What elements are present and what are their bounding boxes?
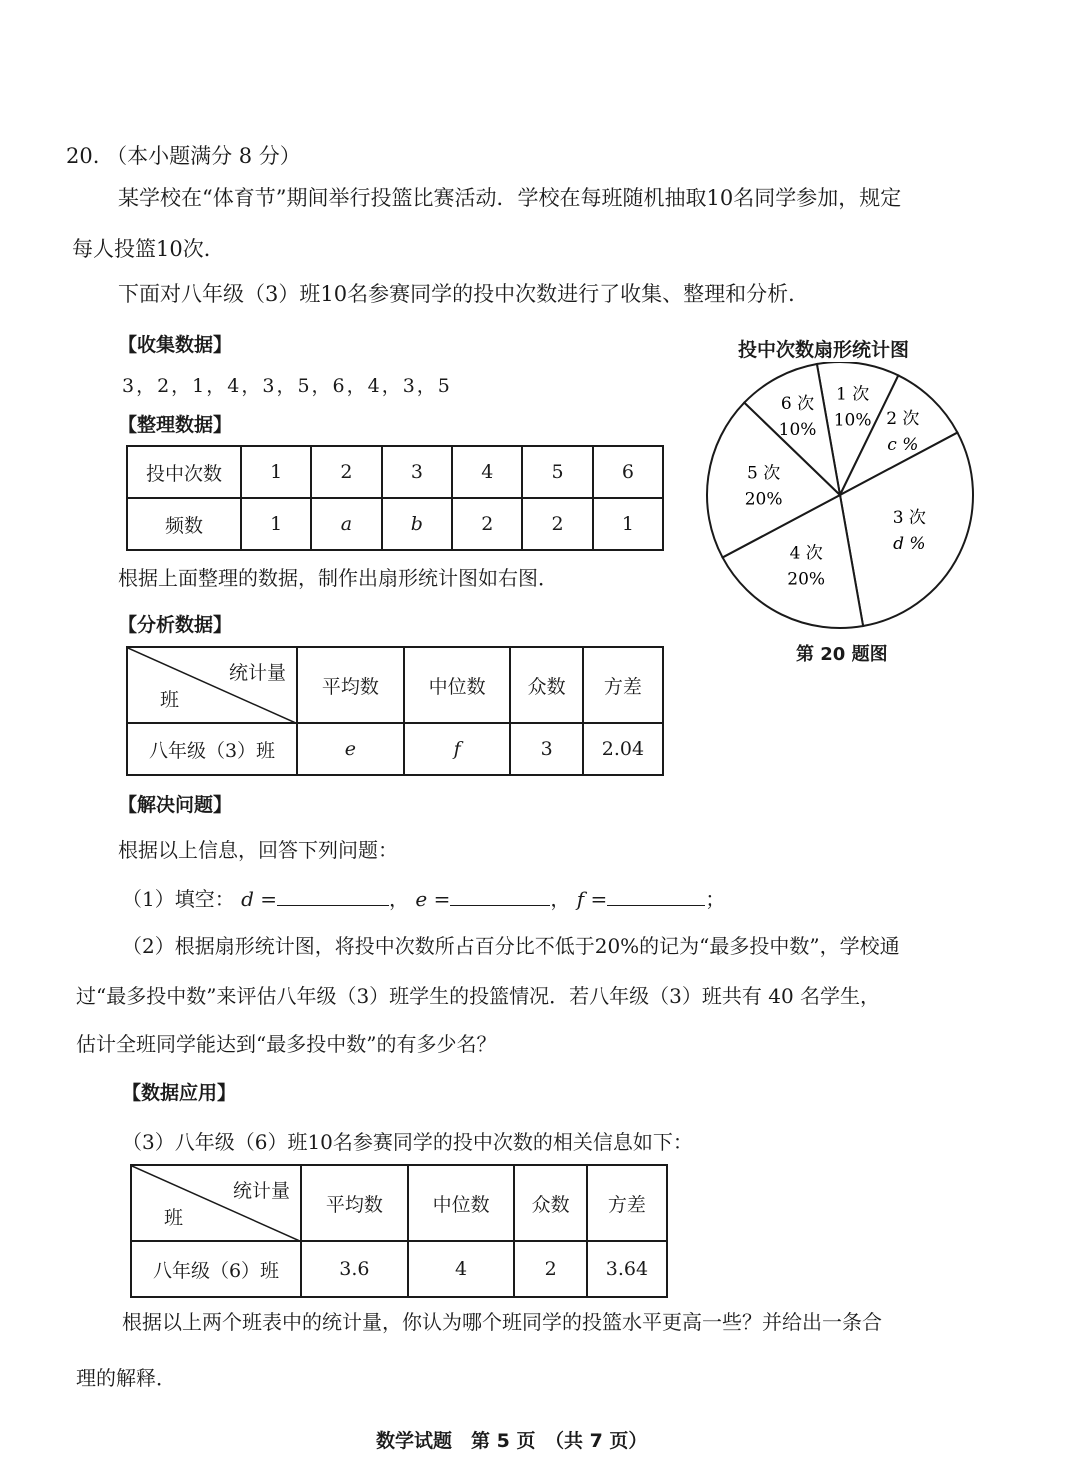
pie-slice-value-label: d % — [893, 533, 926, 554]
page-footer: 数学试题 第 5 页 （共 7 页） — [376, 1430, 648, 1452]
closing-line-2: 理的解释． — [76, 1366, 176, 1390]
freq-cell: 1 — [593, 498, 663, 550]
corner-top-label: 统计量 — [228, 662, 286, 684]
row-label: 八年级（6）班 — [131, 1241, 301, 1297]
corner-cell — [127, 647, 297, 723]
freq-cell: 1 — [241, 446, 311, 498]
stat-value: 2 — [514, 1241, 586, 1297]
stat-value: 3.64 — [587, 1241, 667, 1297]
class6-header-row — [131, 1165, 667, 1241]
pie-slice-name-label: 6 次 — [780, 394, 815, 415]
q1-end: ； — [705, 887, 726, 911]
intro-line-3: 下面对八年级（3）班10名参赛同学的投中次数进行了收集、整理和分析． — [118, 282, 810, 306]
analysis-value-row — [127, 723, 663, 775]
stat-header: 方差 — [587, 1165, 667, 1241]
q3-line: （3）八年级（6）班10名参赛同学的投中次数的相关信息如下： — [122, 1130, 693, 1154]
freq-cell: 6 — [593, 446, 663, 498]
pie-slice-value-label: 10% — [778, 420, 817, 441]
pie-chart — [690, 362, 990, 632]
q1-line — [122, 883, 725, 912]
intro-line-1: 某学校在“体育节”期间举行投篮比赛活动．学校在每班随机抽取10名同学参加，规定 — [118, 186, 902, 210]
freq-cell-a: a — [311, 498, 381, 550]
stat-value: 2.04 — [583, 723, 663, 775]
stat-value: 3.6 — [301, 1241, 408, 1297]
pie-slice-value-label: c % — [887, 434, 919, 455]
corner-top-label: 统计量 — [232, 1180, 290, 1202]
stat-value-e: e — [297, 723, 404, 775]
pie-slice-name-label: 3 次 — [892, 507, 926, 528]
q1-e-blank[interactable] — [450, 887, 550, 906]
q1-sep: ， — [550, 887, 571, 911]
q1-e-label: e = — [415, 887, 451, 911]
q1-prefix: （1）填空： — [122, 887, 235, 911]
freq-cell: 1 — [241, 498, 311, 550]
pie-slice-name-label: 4 次 — [789, 543, 823, 564]
freq-cell: 3 — [382, 446, 453, 498]
pie-title: 投中次数扇形统计图 — [738, 339, 910, 361]
q2-line-1: （2）根据扇形统计图，将投中次数所占百分比不低于20%的记为“最多投中数”，学校通 — [122, 934, 900, 958]
apply-heading: 【数据应用】 — [122, 1082, 237, 1104]
solve-heading: 【解决问题】 — [118, 794, 233, 816]
question-header: 20. （本小题满分 8 分） — [66, 144, 301, 168]
solve-prompt: 根据以上信息，回答下列问题： — [118, 838, 398, 862]
q1-d-blank[interactable] — [277, 887, 389, 906]
analysis-table-class6 — [130, 1164, 668, 1298]
row-label: 八年级（3）班 — [127, 723, 297, 775]
frequency-table-row-count — [127, 446, 663, 498]
stat-header: 众数 — [514, 1165, 586, 1241]
freq-cell: 2 — [522, 498, 592, 550]
q1-f-label: f = — [576, 887, 608, 911]
collect-heading: 【收集数据】 — [118, 334, 233, 356]
stat-value: 4 — [408, 1241, 515, 1297]
frequency-table — [126, 445, 664, 551]
pie-caption: 第 20 题图 — [796, 644, 888, 665]
stat-header: 方差 — [583, 647, 663, 723]
q2-line-2: 过“最多投中数”来评估八年级（3）班学生的投篮情况．若八年级（3）班共有 40 名学生， — [76, 984, 881, 1008]
q2-line-3: 估计全班同学能达到“最多投中数”的有多少名？ — [76, 1032, 497, 1056]
q1-d-label: d = — [241, 887, 278, 911]
freq-header-cell: 频数 — [127, 498, 241, 550]
stat-value-f: f — [404, 723, 511, 775]
stat-header: 众数 — [510, 647, 582, 723]
stat-value: 3 — [510, 723, 582, 775]
analyze-heading: 【分析数据】 — [118, 614, 233, 636]
analysis-table-class3 — [126, 646, 664, 776]
organize-heading: 【整理数据】 — [118, 414, 233, 436]
pie-slice-name-label: 2 次 — [886, 408, 920, 429]
pie-slice-value-label: 10% — [833, 410, 872, 431]
stat-header: 平均数 — [297, 647, 404, 723]
stat-header: 平均数 — [301, 1165, 408, 1241]
freq-cell: 4 — [452, 446, 522, 498]
freq-cell-b: b — [382, 498, 453, 550]
freq-cell: 2 — [452, 498, 522, 550]
pie-slice-name-label: 5 次 — [746, 463, 781, 484]
pie-group — [707, 362, 973, 628]
corner-cell — [131, 1165, 301, 1241]
pie-slice-name-label: 1 次 — [835, 384, 870, 405]
intro-line-2: 每人投篮10次． — [72, 237, 225, 261]
q1-f-blank[interactable] — [607, 887, 705, 906]
stat-header: 中位数 — [408, 1165, 515, 1241]
analysis-header-row — [127, 647, 663, 723]
class6-value-row — [131, 1241, 667, 1297]
stat-header: 中位数 — [404, 647, 511, 723]
collect-data: 3，2，1，4，3，5，6，4，3，5 — [122, 375, 452, 397]
freq-header-cell: 投中次数 — [127, 446, 241, 498]
corner-bottom-label: 班 — [164, 1207, 184, 1229]
pie-slice-value-label: 20% — [744, 489, 783, 510]
closing-line-1: 根据以上两个班表中的统计量，你认为哪个班同学的投篮水平更高一些？并给出一条合 — [122, 1310, 882, 1334]
organize-note: 根据上面整理的数据，制作出扇形统计图如右图． — [118, 566, 558, 590]
frequency-table-row-freq — [127, 498, 663, 550]
q1-sep: ， — [389, 887, 410, 911]
freq-cell: 2 — [311, 446, 381, 498]
pie-slice-value-label: 20% — [787, 569, 826, 590]
corner-bottom-label: 班 — [160, 689, 180, 711]
freq-cell: 5 — [522, 446, 592, 498]
